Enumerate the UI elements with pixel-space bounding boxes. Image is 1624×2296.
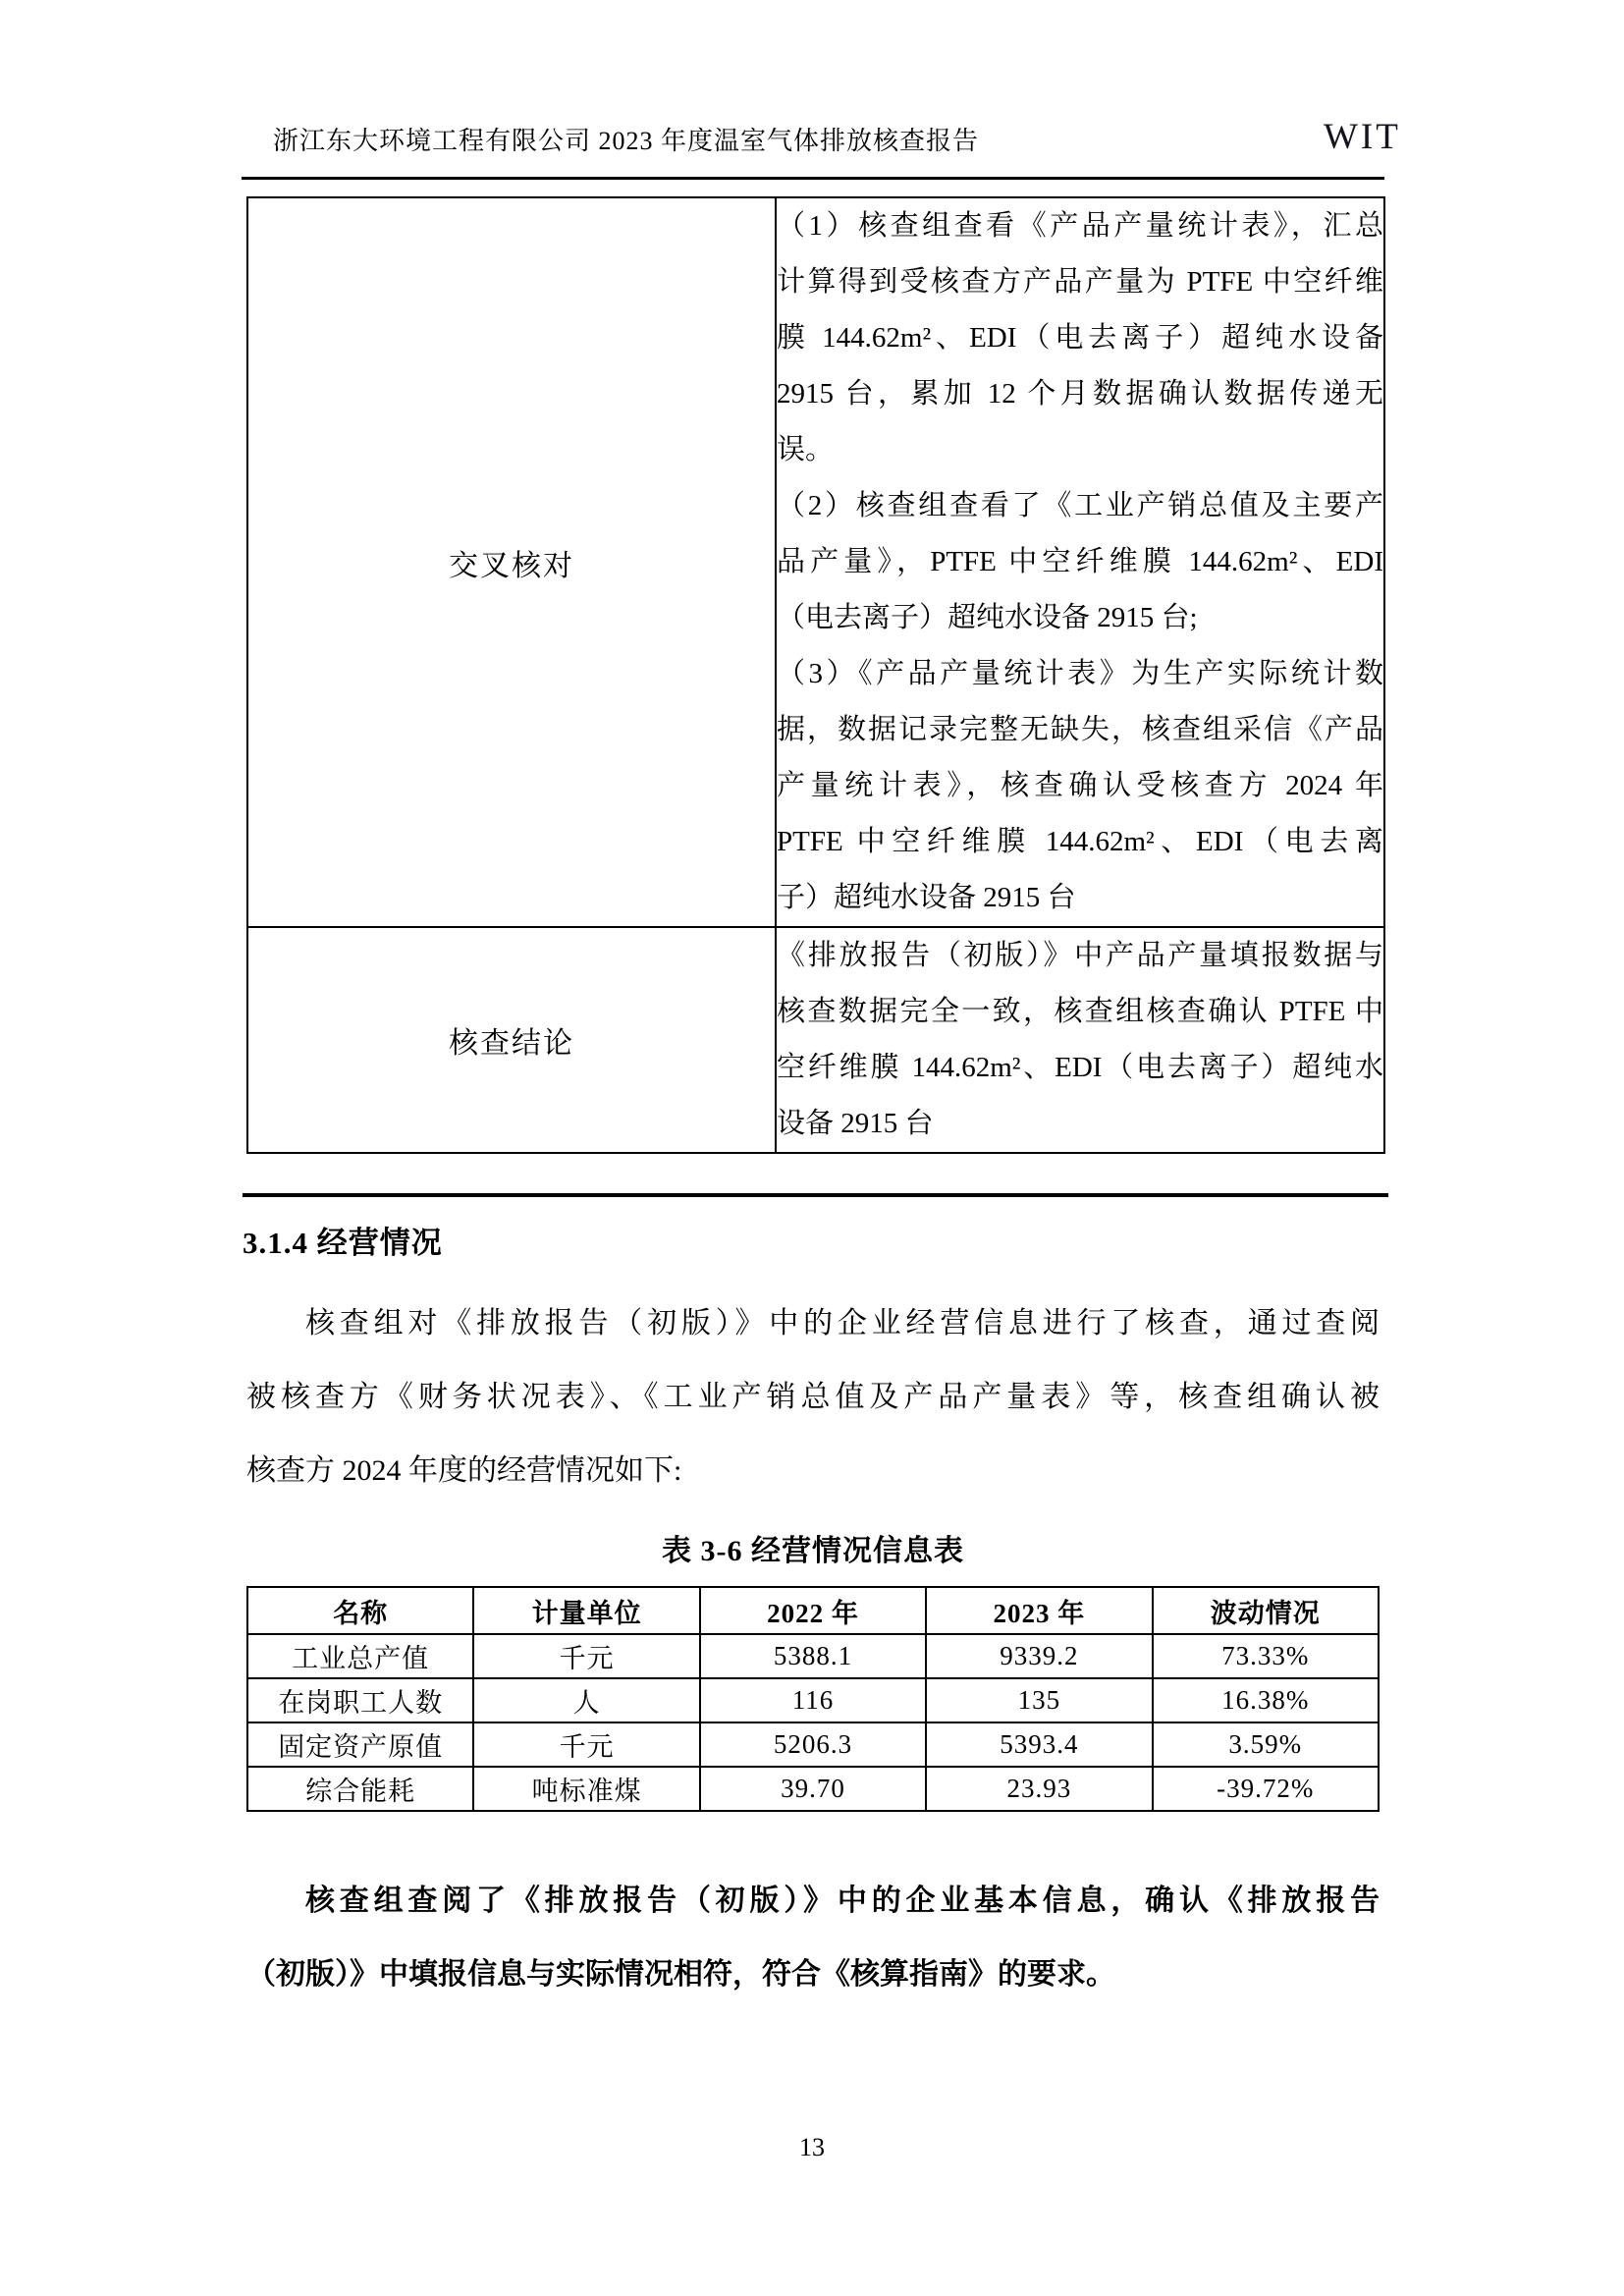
business-table-cell: 23.93: [926, 1767, 1152, 1811]
business-table-cell: 39.70: [700, 1767, 926, 1811]
text-line: 子）超纯水设备 2915 台: [777, 882, 1076, 913]
text-line: （1）核查组查看《产品产量统计表》，汇总: [777, 210, 1383, 242]
text-line: 空纤维膜 144.62m²、EDI（电去离子）超纯水: [777, 1052, 1383, 1083]
text-line: 品产量》，PTFE 中空纤维膜 144.62m²、EDI: [777, 546, 1383, 577]
text-line: 膜 144.62m²、EDI（电去离子）超纯水设备: [777, 322, 1383, 354]
header-logo: WIT: [1324, 117, 1401, 157]
page-number: 13: [799, 2133, 825, 2161]
business-table-row: [247, 1767, 1379, 1811]
text-line: 核查数据完全一致，核查组核查确认 PTFE 中: [777, 996, 1383, 1027]
business-table-header-cell: 2023 年: [926, 1587, 1152, 1634]
table-caption: 表 3-6 经营情况信息表: [662, 1535, 964, 1567]
business-table-cell: -39.72%: [1153, 1767, 1379, 1811]
business-table-row: [247, 1722, 1379, 1767]
business-table-cell: 135: [926, 1678, 1152, 1722]
text-line: 产量统计表》，核查确认受核查方 2024 年: [777, 770, 1383, 801]
text-line: 《排放报告（初版）》中产品产量填报数据与: [777, 940, 1383, 971]
business-table-cell: 5393.4: [926, 1722, 1152, 1767]
paragraph-line: 核查组对《排放报告（初版）》中的企业经营信息进行了核查，通过查阅: [305, 1307, 1380, 1339]
header-rule: [242, 177, 1384, 180]
text-line: 设备 2915 台: [777, 1108, 934, 1139]
business-table-cell: 千元: [473, 1722, 699, 1767]
business-table-header-cell: 2022 年: [700, 1587, 926, 1634]
paragraph-line: （初版）》中填报信息与实际情况相符，符合《核算指南》的要求。: [246, 1958, 1115, 1991]
business-table-cell: 73.33%: [1153, 1634, 1379, 1678]
business-table-header-cell: 名称: [247, 1587, 473, 1634]
business-table-cell: 9339.2: [926, 1634, 1152, 1678]
text-line: 误。: [777, 434, 835, 465]
business-table-cell: 16.38%: [1153, 1678, 1379, 1722]
business-table-row: [247, 1634, 1379, 1678]
closing-paragraph: [246, 1864, 1380, 2011]
business-table-cell: 千元: [473, 1634, 699, 1678]
paragraph-line: 核查组查阅了《排放报告（初版）》中的企业基本信息，确认《排放报告: [305, 1885, 1380, 1917]
verification-table: [246, 196, 1385, 1154]
business-table-header-row: [247, 1587, 1379, 1634]
business-table-cell: 在岗职工人数: [247, 1678, 473, 1722]
paragraph-line: 被核查方《财务状况表》、《工业产销总值及产品产量表》等，核查组确认被: [246, 1381, 1380, 1413]
business-table-cell: 3.59%: [1153, 1722, 1379, 1767]
business-table-row: [247, 1678, 1379, 1722]
text-line: （3）《产品产量统计表》为生产实际统计数: [777, 658, 1383, 689]
business-table-header-cell: 波动情况: [1153, 1587, 1379, 1634]
row-label: 交叉核对: [247, 197, 776, 927]
verification-row: [247, 197, 1384, 927]
text-line: 据，数据记录完整无缺失，核查组采信《产品: [777, 714, 1383, 745]
business-table-cell: 116: [700, 1678, 926, 1722]
verification-row: [247, 927, 1384, 1153]
text-line: 计算得到受核查方产品产量为 PTFE 中空纤维: [777, 266, 1383, 298]
paragraph-line: 核查方 2024 年度的经营情况如下:: [246, 1454, 682, 1487]
row-content: [776, 197, 1384, 927]
business-table-cell: 5206.3: [700, 1722, 926, 1767]
header-title: 浙江东大环境工程有限公司 2023 年度温室气体排放核查报告: [273, 127, 980, 155]
text-line: （电去离子）超纯水设备 2915 台;: [777, 602, 1198, 633]
body-paragraph: [246, 1286, 1380, 1507]
business-table-header-cell: 计量单位: [473, 1587, 699, 1634]
text-line: （2）核查组查看了《工业产销总值及主要产: [777, 490, 1383, 521]
business-table-cell: 5388.1: [700, 1634, 926, 1678]
business-table-cell: 固定资产原值: [247, 1722, 473, 1767]
business-table-cell: 吨标准煤: [473, 1767, 699, 1811]
business-table: [246, 1586, 1380, 1812]
row-content: [776, 927, 1384, 1153]
separator-rule: [243, 1193, 1388, 1197]
business-table-cell: 人: [473, 1678, 699, 1722]
row-label: 核查结论: [247, 927, 776, 1153]
section-heading: 3.1.4 经营情况: [243, 1226, 443, 1260]
text-line: 2915 台，累加 12 个月数据确认数据传递无: [777, 378, 1383, 410]
business-table-cell: 工业总产值: [247, 1634, 473, 1678]
business-table-cell: 综合能耗: [247, 1767, 473, 1811]
text-line: PTFE 中空纤维膜 144.62m²、EDI（电去离: [777, 826, 1383, 857]
